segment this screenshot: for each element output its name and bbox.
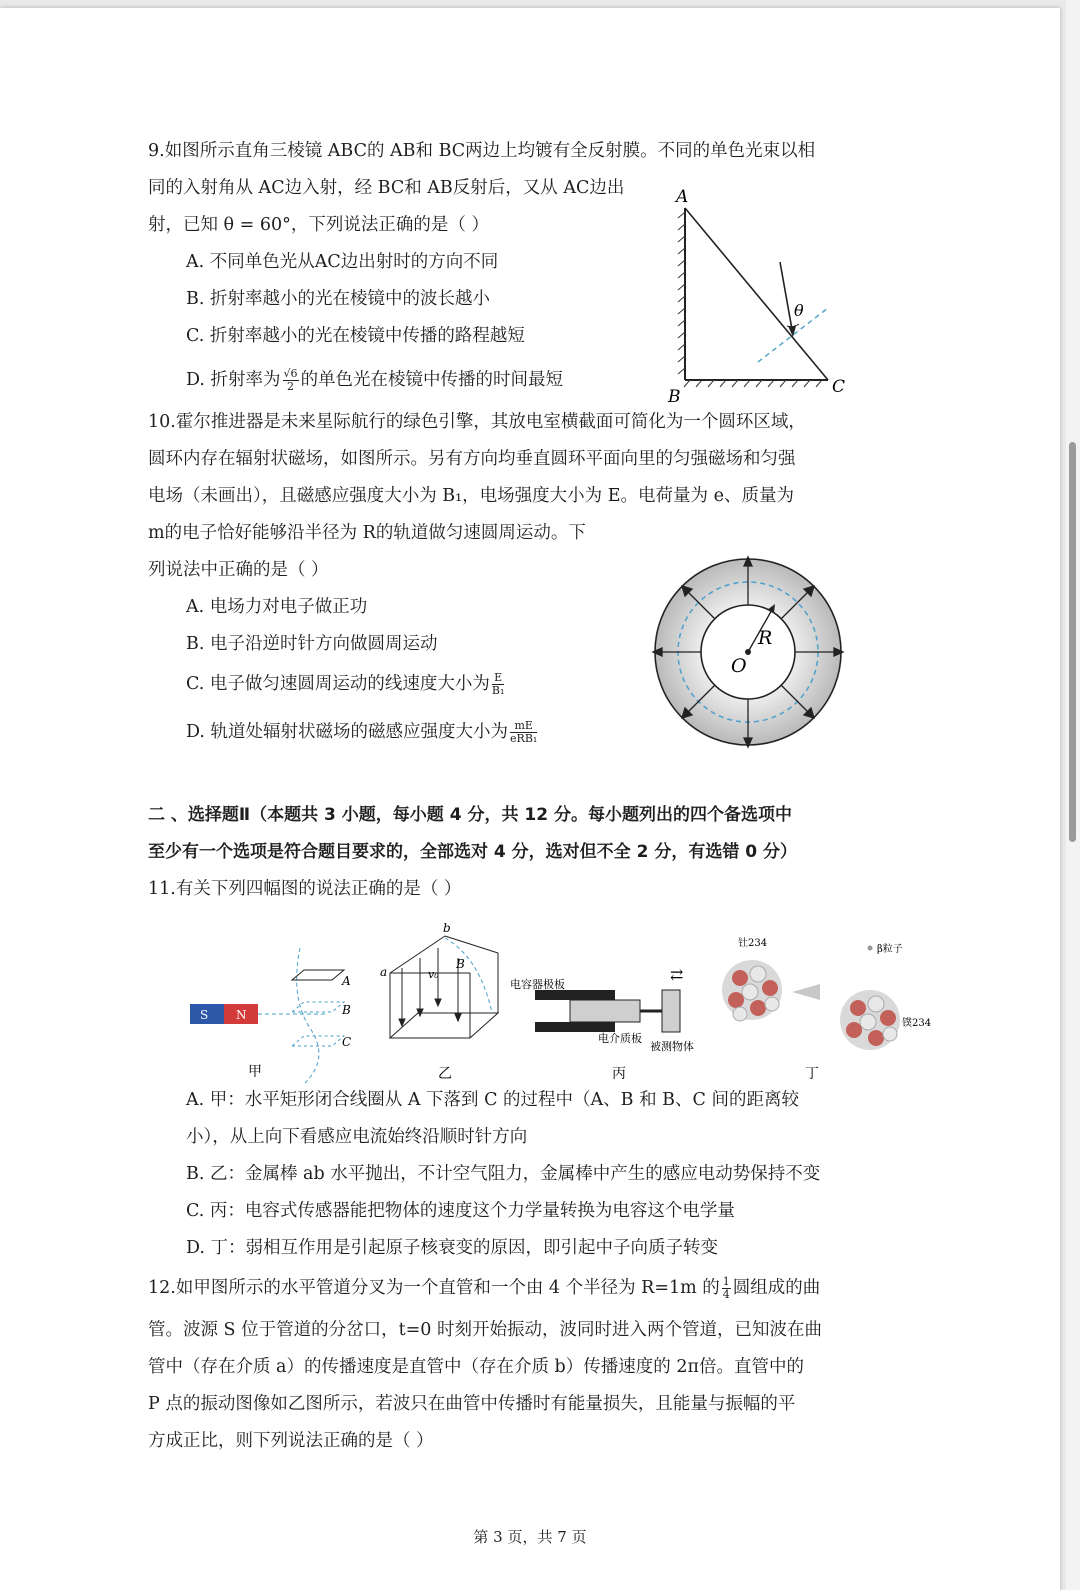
q11-option-b: B. 乙：金属棒 ab 水平抛出，不计空气阻力，金属棒中产生的感应电动势保持不变 — [186, 1164, 821, 1184]
figure-ding — [722, 936, 931, 1082]
q9-option-d-fraction — [283, 368, 299, 393]
q9-option-d-suffix: 的单色光在棱镜中传播的时间最短 — [300, 370, 564, 390]
theta-label: θ — [794, 301, 804, 320]
q9-option-d-numerator: √6 — [283, 367, 298, 380]
center-label: O — [731, 655, 747, 677]
q10-option-d-fraction — [510, 720, 537, 745]
q12-stem-line1 — [148, 1276, 820, 1301]
measured-object — [662, 990, 680, 1032]
q9-option-a: A. 不同单色光从AC边出射时的方向不同 — [186, 252, 499, 272]
q12-fraction-denominator: 4 — [722, 1288, 730, 1301]
q9-stem-line3: 射，已知 θ = 60°，下列说法正确的是（ ） — [148, 215, 489, 235]
figure-yi-caption: 乙 — [438, 1066, 452, 1082]
scrollbar-thumb[interactable] — [1069, 442, 1076, 842]
figure-jia-caption: 甲 — [248, 1064, 262, 1080]
theta-arc — [787, 324, 799, 327]
q11-option-a-line1: A. 甲：水平矩形闭合线圈从 A 下落到 C 的过程中（A、B 和 B、C 间的距离较 — [186, 1090, 799, 1110]
decay-arrow — [792, 984, 820, 1000]
coil-c-label: C — [342, 1035, 352, 1049]
capacitor-plate-bottom — [535, 1022, 615, 1032]
coil-a — [292, 970, 344, 980]
q10-stem-line4: m的电子恰好能够沿半径为 R的轨道做匀速圆周运动。下 — [148, 523, 586, 543]
scrollbar-track[interactable] — [1066, 0, 1080, 1590]
motion-arrows-icon: ⇄ — [670, 965, 684, 984]
bc-mirror-hatching — [684, 380, 822, 387]
q9-option-d — [186, 368, 563, 393]
prism-ac-edge — [685, 208, 828, 380]
q10-stem-line5: 列说法中正确的是（ ） — [148, 560, 329, 580]
q11-option-c: C. 丙：电容式传感器能把物体的速度这个力学量转换为电容这个电学量 — [186, 1201, 735, 1221]
protactinium-label: 镤234 — [902, 1018, 932, 1029]
page-footer: 第 3 页，共 7 页 — [473, 1528, 587, 1546]
q9-stem-line1: 9.如图所示直角三棱镜 ABC的 AB和 BC两边上均镀有全反射膜。不同的单色光束以相 — [148, 141, 816, 161]
vertex-b-label: B — [668, 387, 681, 405]
yi-field-arrows — [399, 948, 461, 1026]
document-page — [0, 8, 1060, 1590]
q11-option-d: D. 丁：弱相互作用是引起原子核衰变的原因，即引起中子向质子转变 — [186, 1238, 719, 1258]
coil-b — [292, 1002, 344, 1012]
beta-label: β粒子 — [877, 944, 903, 955]
q10-option-c-numerator: E — [492, 672, 505, 685]
q11-figures — [180, 918, 940, 1088]
beta-particle — [868, 946, 873, 951]
q12-stem-line5: 方成正比，则下列说法正确的是（ ） — [148, 1431, 434, 1451]
yi-base — [390, 1013, 498, 1038]
q10-stem-line1: 10.霍尔推进器是未来星际航行的绿色引擎，其放电室横截面可简化为一个圆环区域， — [148, 412, 806, 432]
capacitor-plate-label: 电容器极板 — [510, 978, 565, 991]
thorium-nucleus — [722, 960, 782, 1021]
q11-stem: 11.有关下列四幅图的说法正确的是（ ） — [148, 879, 462, 899]
q12-quarter-fraction — [722, 1276, 731, 1301]
q10-option-d-prefix: D. 轨道处辐射状磁场的磁感应强度大小为 — [186, 722, 509, 742]
figure-bing-caption: 丙 — [612, 1066, 626, 1082]
q10-option-d-numerator: mE — [510, 720, 537, 733]
radius-label: R — [758, 627, 773, 649]
hall-thruster-figure — [648, 552, 848, 752]
yi-a-label: a — [380, 965, 388, 979]
q9-option-d-prefix: D. 折射率为 — [186, 370, 281, 390]
figure-bing — [510, 965, 694, 1082]
q10-option-d-denominator: eRB₁ — [510, 732, 538, 745]
q10-option-c — [186, 672, 506, 697]
q12-stem-line4: P 点的振动图像如乙图所示，若波只在曲管中传播时有能量损失，且能量与振幅的平 — [148, 1394, 796, 1414]
capacitor-plate-top — [535, 990, 615, 1000]
yi-v0-label: v₀ — [428, 968, 439, 981]
vertex-c-label: C — [832, 377, 846, 397]
q12-line1-suffix: 圆组成的曲 — [732, 1278, 821, 1298]
yi-b-label: b — [443, 921, 451, 935]
figure-ding-caption: 丁 — [805, 1066, 819, 1082]
q12-fraction-numerator: 1 — [722, 1275, 730, 1288]
q10-stem-line3: 电场（未画出），且磁感应强度大小为 B₁，电场强度大小为 E。电荷量为 e、质量为 — [148, 486, 794, 506]
q11-option-a-line2: 小），从上向下看感应电流始终沿顺时针方向 — [186, 1127, 528, 1147]
object-label: 被测物体 — [650, 1040, 694, 1053]
coil-a-label: A — [342, 974, 351, 988]
coil-b-label: B — [342, 1003, 351, 1017]
vertex-a-label: A — [676, 187, 689, 207]
q10-option-b: B. 电子沿逆时针方向做圆周运动 — [186, 634, 438, 654]
incident-ray-arrow — [788, 326, 796, 337]
field-curve — [297, 948, 319, 1083]
dielectric-plate — [570, 1000, 640, 1022]
q9-stem-line2: 同的入射角从 AC边入射，经 BC和 AB反射后，又从 AC边出 — [148, 178, 625, 198]
ab-mirror-hatching — [678, 212, 685, 374]
q12-line1-prefix: 12.如甲图所示的水平管道分叉为一个直管和一个由 4 个半径为 R=1m 的 — [148, 1278, 720, 1298]
yi-field-label: B — [456, 957, 465, 971]
magnet-s-label: S — [200, 1008, 209, 1022]
q10-stem-line2: 圆环内存在辐射状磁场，如图所示。另有方向均垂直圆环平面向里的匀强磁场和匀强 — [148, 449, 796, 469]
q9-option-c: C. 折射率越小的光在棱镜中传播的路程越短 — [186, 326, 525, 346]
q10-option-c-denominator: B₁ — [491, 684, 505, 697]
dielectric-label: 电介质板 — [598, 1032, 642, 1045]
q10-option-c-prefix: C. 电子做匀速圆周运动的线速度大小为 — [186, 674, 490, 694]
q10-option-a: A. 电场力对电子做正功 — [186, 597, 368, 617]
q9-option-b: B. 折射率越小的光在棱镜中的波长越小 — [186, 289, 490, 309]
q9-option-d-denominator: 2 — [287, 380, 295, 393]
prism-figure — [660, 180, 860, 405]
q12-stem-line3: 管中（存在介质 a）的传播速度是直管中（存在介质 b）传播速度的 2π倍。直管中的 — [148, 1357, 804, 1377]
magnet-n-label: N — [236, 1008, 247, 1022]
q10-option-c-fraction — [492, 672, 505, 697]
protactinium-nucleus — [840, 990, 900, 1050]
thorium-label: 钍234 — [738, 938, 768, 949]
q10-option-d — [186, 720, 539, 745]
section2-heading-line1: 二 、选择题Ⅱ（本题共 3 小题，每小题 4 分，共 12 分。每小题列出的四个备选项中 — [148, 805, 792, 825]
q12-stem-line2: 管。波源 S 位于管道的分岔口，t=0 时刻开始振动，波同时进入两个管道，已知波在曲 — [148, 1320, 823, 1340]
figure-jia — [190, 948, 351, 1083]
figure-yi — [380, 921, 498, 1082]
section2-heading-line2: 至少有一个选项是符合题目要求的，全部选对 4 分，选对但不全 2 分，有选错 0 分） — [148, 842, 797, 862]
